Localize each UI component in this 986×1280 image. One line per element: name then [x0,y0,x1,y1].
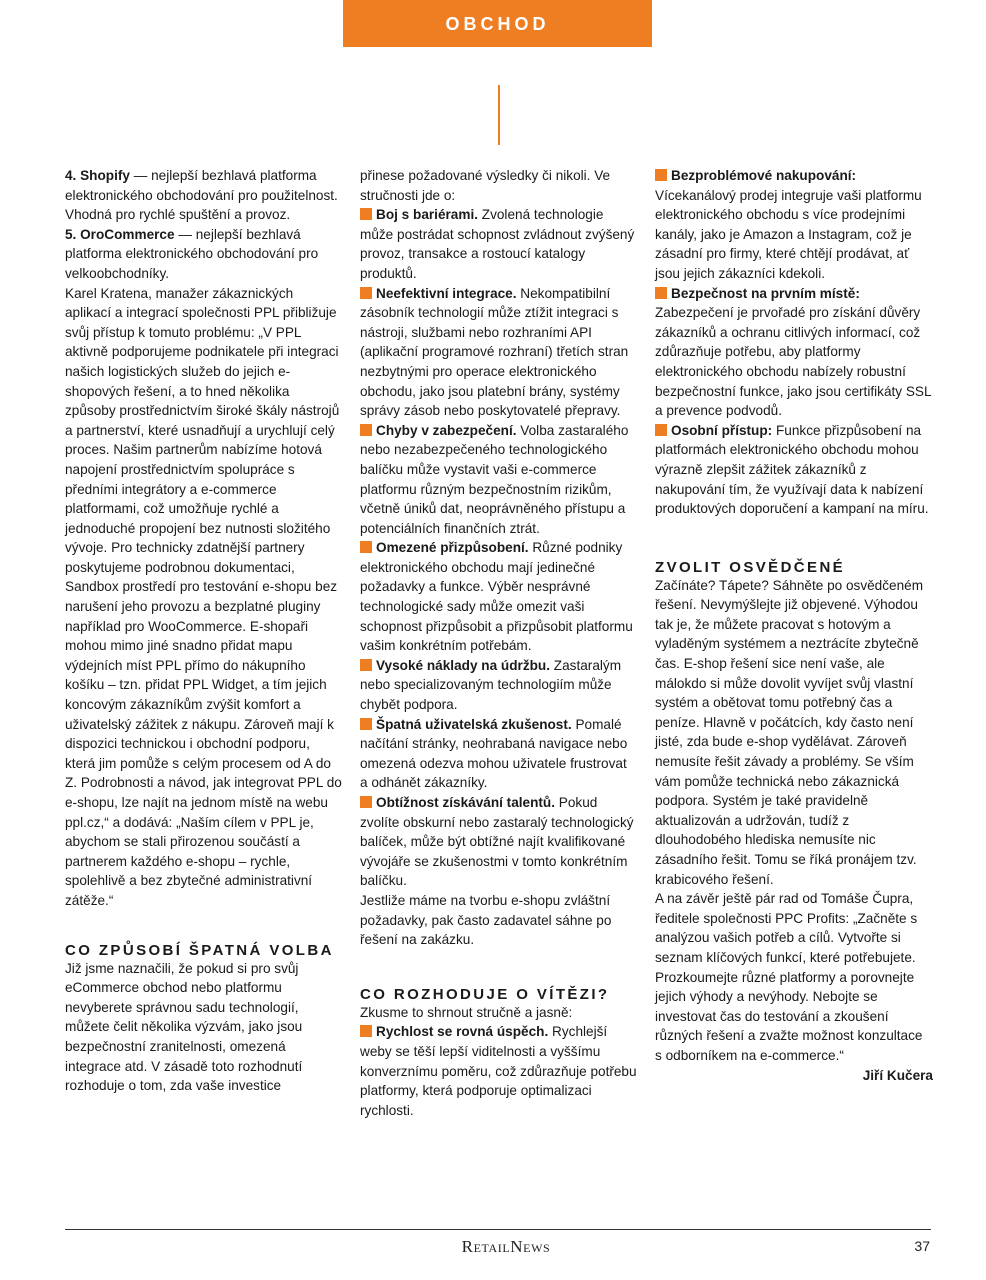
list-item [655,421,933,519]
bullet-square-icon [655,287,667,299]
list-text: Různé podniky elektronického obchodu mají jedinečné požadavky a funkce. Výběr nesprávné technologické sady může omezit vaši schopnost přizpůsobit a přizpůsobit platformu vašim konkrétním potřebám. [360,540,633,654]
list-item [360,538,638,656]
bullet-square-icon [360,1025,372,1037]
list-item [360,284,638,421]
list-item [655,166,933,284]
list-text: Volba zastaralého nebo nezabezpečeného technologického balíčku může vystavit vaši e-commerce platformu různým bezpečnostním rizikům, včetně úniků dat, neoprávněného přístupu a potenciálních finančních ztrát. [360,422,629,536]
list-item [360,793,638,891]
list-text: Pokud zvolíte obskurní nebo zastaralý technologický balíček, může být obtížné najít kvalifikované vývojáře se zkušenostmi v tomto konkrétním balíčku. [360,795,634,889]
list-text: Nekompatibilní zásobník technologií může ztížit integraci s nástroji, službami nebo rozhraními API (aplikační programové rozhraní) třetích stran nezbytnými pro operace elektronického obchodu, jako jsou platební brány, systémy správy zásob nebo poskytovatelé přepravy. [360,285,629,419]
section-heading: CO ZPŮSOBÍ ŠPATNÁ VOLBA [65,941,334,959]
list-title: 5. OroCommerce [65,226,175,242]
list-title: Rychlost se rovná úspěch. [376,1024,549,1040]
paragraph [65,225,343,284]
list-text: Funkce přizpůsobení na platformách elektronického obchodu mohou výrazně zlepšit zážitek zákazníků z nakupování tím, že využívají data k nabízení produktových doporučení a kampaní na míru. [655,422,929,517]
paragraph: přinese požadované výsledky či nikoli. Ve stručnosti jde o: [360,168,611,203]
list-text: Vícekanálový prodej integruje vaši platformu elektronického obchodu s více prodejními kanály, jako je Amazon a Instagram, což je zásadní pro firmy, které chtějí prodávat, ať jsou jejich zákazníci kdekoli. [655,187,922,281]
list-title: Bezproblémové nakupování: [671,168,857,183]
paragraph-text: — nejlepší bezhlavá platforma elektronického obchodování pro velkoobchodníky. [65,226,319,281]
list-title: Vysoké náklady na údržbu. [376,657,551,673]
footer-divider [65,1229,931,1230]
paragraph: Již jsme naznačili, že pokud si pro svůj eCommerce obchod nebo platformu nevyberete správnou sadu technologií, můžete čelit několika výzvám, jako jsou bezpečnostní zranitelnosti, omezená integrace atd. V zásadě toto rozhodnutí rozhoduje o tom, zda vaše investice [65,960,303,1094]
list-text: Zastaralým nebo specializovaným technologiím může chybět podpora. [360,657,622,713]
paragraph: Karel Kratena, manažer zákaznických aplikací a integrací společnosti PPL přibližuje svůj přístup k tomuto problému: „V PPL aktivně podporujeme podnikatele při integraci našich logistických služeb do jejich e-shopových řešení, a to hned několika způsoby prostřednictvím široké škály nástrojů a partnerství, které usnadňují a urychlují celý proces. Našim partnerům nabízíme hotová napojení prostřednictvím spolupráce s předními integrátory a e-commerce platformami, což umožňuje rychlé a jednoduché propojení bez nutnosti složitého vývoje. Pro technicky zdatnější partnery poskytujeme podrobnou dokumentaci, Sandbox prostředí pro testování e-shopu bez narušení jeho provozu a bezplatné pluginy například pro WooCommerce. E-shopaři mohou mimo jiné snadno přidat mapu výdejních míst PPL přímo do nákupního košíku – tzn. přidat PPL Widget, a tím jejich koncovým zákazníkům zvýšit komfort a uživatelský zážitek z nákupu. Zároveň mají k dispozici technickou i obchodní podporu, která jim pomůže s celým procesem od A do Z. Podrobnosti a návod, jak integrovat PPL do e-shopu, lze najít na jednom místě na webu ppl.cz,“ a dodává: „Naším cílem v PPL je, abychom se stali přirozenou součástí a partnerem každého e-shopu – rychle, spolehlivě a bez zbytečné administrativní zátěže.“ [65,285,342,908]
bullet-square-icon [360,718,372,730]
paragraph: A na závěr ještě pár rad od Tomáše Čupra, ředitele společnosti PPC Profits: „Začněte s analýzou vašich potřeb a cílů. Vytvořte si seznam klíčových funkcí, které potřebujete. Prozkoumejte různé platformy a porovnejte jejich výhody a nevýhody. Nebojte se investovat čas do testování a zkoušení různých řešení a zvažte možnost konzultace s odborníkem na e-commerce.“ [655,891,923,1063]
list-text: Pomalé načítání stránky, neohrabaná navigace nebo omezená odezva mohou uživatele frustrovat a odhánět zákazníky. [360,716,628,791]
list-item [655,284,933,421]
column-3 [655,166,933,1085]
list-item [360,656,638,715]
column-2 [360,166,638,1120]
list-title: Boj s bariérami. [376,207,478,223]
bullet-square-icon [360,796,372,808]
accent-divider [498,85,500,145]
paragraph-text: — nejlepší bezhlavá platforma elektronického obchodování pro použitelnost. Vhodná pro rychlé spuštění a provoz. [65,168,338,223]
bullet-square-icon [655,169,667,181]
bullet-square-icon [360,208,372,220]
author-name: Jiří Kučera [862,1067,933,1083]
bullet-square-icon [360,659,372,671]
list-title: Omezené přizpůsobení. [376,540,529,556]
list-title: Obtížnost získávání talentů. [376,795,556,810]
list-item [360,421,638,539]
paragraph: Jestliže máme na tvorbu e-shopu zvláštní požadavky, pak často zadavatel sáhne po řešení na zakázku. [360,892,612,948]
column-1 [65,166,343,1096]
paragraph: Začínáte? Tápete? Sáhněte po osvědčeném řešení. Nevymýšlejte již objevené. Výhodou tak je, že můžete pracovat s hotovým a vyladěným systémem a neztrácíte zbytečně čas. E-shop řešení sice není vaše, ale málokdo si může dovolit vyvíjet svůj vlastní systém a obětovat tomu potřebný čas a peníze. Hlavně v počátcích, kdy často není jisté, zda bude e-shop vydělávat. Zároveň nemusíte řešit závady a problémy. Se vším vám pomůže technická nebo zákaznická podpora. Systém je také pravidelně aktualizován a udržován, tudíž z dlouhodobého hlediska nemusíte nic zásadního řešit. Tomu se říká pronájem tzv. krabicového řešení. [655,577,924,887]
list-text: Zvolená technologie může postrádat schopnost zvládnout zvýšený provoz, transakce a rostoucí katalogy produktů. [360,207,635,281]
list-item [360,1022,638,1120]
list-item [360,715,638,793]
list-title: Bezpečnost na prvním místě: [671,285,860,301]
list-text: Rychlejší weby se těší lepší viditelnosti a vyššímu konverznímu poměru, což zdůrazňuje potřebu platformy, která podporuje optimalizaci rychlosti. [360,1024,637,1118]
list-title: Chyby v zabezpečení. [376,422,517,438]
list-title: 4. Shopify [65,168,130,183]
bullet-square-icon [360,541,372,553]
page-number: 37 [914,1238,930,1254]
section-heading: CO ROZHODUJE O VÍTĚZI? [360,985,610,1003]
section-heading: ZVOLIT OSVĚDČENÉ [655,558,846,576]
list-title: Osobní přístup: [671,422,773,438]
paragraph [65,166,343,225]
bullet-square-icon [360,424,372,436]
section-tab: OBCHOD [343,0,652,47]
bullet-square-icon [360,287,372,299]
list-title: Špatná uživatelská zkušenost. [376,716,572,732]
list-text: Zabezpečení je prvořadé pro získání důvěry zákazníků a ochranu citlivých informací, což zdůrazňuje potřebu, aby platformy elektronického obchodu nabízely robustní bezpečnostní funkce, jako jsou certifikáty SSL a prevence podvodů. [655,305,932,419]
list-item [360,205,638,283]
paragraph: Zkusme to shrnout stručně a jasně: [360,1004,573,1020]
bullet-square-icon [655,424,667,436]
list-title: Neefektivní integrace. [376,285,517,301]
publication-logo: RetailNews [461,1237,551,1256]
